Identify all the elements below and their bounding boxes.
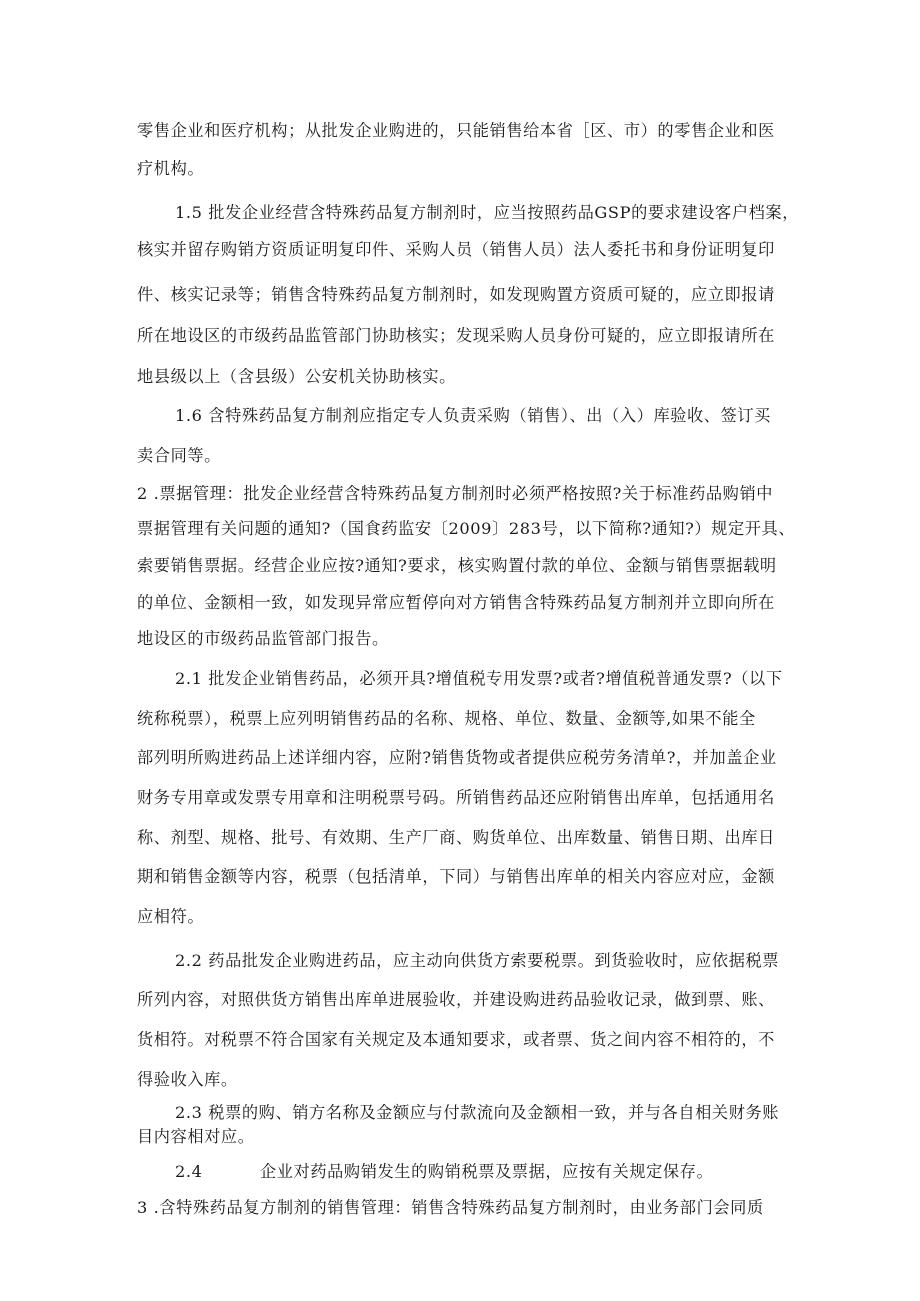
text-line: 件、核实记录等；销售含特殊药品复方制剂时，如发现购置方资质可疑的，应立即报请 [137, 285, 775, 304]
text-line: 卖合同等。 [137, 446, 221, 465]
text-line: 地设区的市级药品监管部门报告。 [137, 629, 389, 648]
text-line: 索要销售票据。经营企业应按?通知?要求，核实购置付款的单位、金额与销售票据载明 [137, 556, 777, 575]
text-line: 地县级以上（含县级）公安机关协助核实。 [137, 367, 456, 386]
text-line: 3 .含特殊药品复方制剂的销售管理：销售含特殊药品复方制剂时，由业务部门会同质 [137, 1198, 764, 1217]
text-line: 零售企业和医疗机构；从批发企业购进的，只能销售给本省［区、市）的零售企业和医 [137, 121, 775, 140]
text-line: 票据管理有关问题的通知?（国食药监安〔2009〕283号，以下简称?通知?）规定开具、 [137, 519, 796, 538]
text-line: 所在地设区的市级药品监管部门协助核实；发现采购人员身份可疑的，应立即报请所在 [137, 326, 775, 345]
text-line: 2.2 药品批发企业购进药品，应主动向供货方索要税票。到货验收时，应依据税票 [175, 951, 780, 970]
text-line: 货相符。对税票不符合国家有关规定及本通知要求，或者票、货之间内容不相符的，不 [137, 1030, 775, 1049]
text-line: 1.6 含特殊药品复方制剂应指定专人负责采购（销售）、出（入）库验收、签订买 [175, 406, 771, 425]
text-line: 2 .票据管理：批发企业经营含特殊药品复方制剂时必须严格按照?关于标准药品购销中 [137, 484, 774, 503]
text-line: 核实并留存购销方资质证明复印件、采购人员（销售人员）法人委托书和身份证明复印 [137, 240, 775, 259]
text-line: 财务专用章或发票专用章和注明税票号码。所销售药品还应附销售出库单，包括通用名 [137, 788, 775, 807]
text-line: 目内容相对应。 [137, 1127, 255, 1146]
text-line: 2.1 批发企业销售药品，必须开具?增值税专用发票?或者?增值税普通发票?（以下 [175, 669, 783, 688]
text-line: 的单位、金额相一致，如发现异常应暂停向对方销售含特殊药品复方制剂并立即向所在 [137, 593, 775, 612]
text-line: 1.5 批发企业经营含特殊药品复方制剂时，应当按照药品GSP的要求建设客户档案， [175, 203, 799, 222]
text-line: 部列明所购进药品上述详细内容，应附?销售货物或者提供应税劳务清单?，并加盖企业 [137, 748, 777, 767]
text-line: 统称税票），税票上应列明销售药品的名称、规格、单位、数量、金额等,如果不能全 [137, 709, 756, 728]
text-line: 2.3 税票的购、销方名称及金额应与付款流向及金额相一致，并与各自相关财务账 [175, 1103, 780, 1122]
text-line: 应相符。 [137, 907, 205, 926]
text-line: 所列内容，对照供货方销售出库单进展验收，并建设购进药品验收记录，做到票、账、 [137, 990, 775, 1009]
text-line: 期和销售金额等内容，税票（包括清单，下同）与销售出库单的相关内容应对应，金额 [137, 867, 775, 886]
text-line: 疗机构。 [137, 159, 205, 178]
text-line: 得验收入库。 [137, 1070, 238, 1089]
text-line: 称、剂型、规格、批号、有效期、生产厂商、购货单位、出库数量、销售日期、出库日 [137, 828, 775, 847]
text-line: 2.4 企业对药品购销发生的购销税票及票据，应按有关规定保存。 [175, 1162, 714, 1181]
